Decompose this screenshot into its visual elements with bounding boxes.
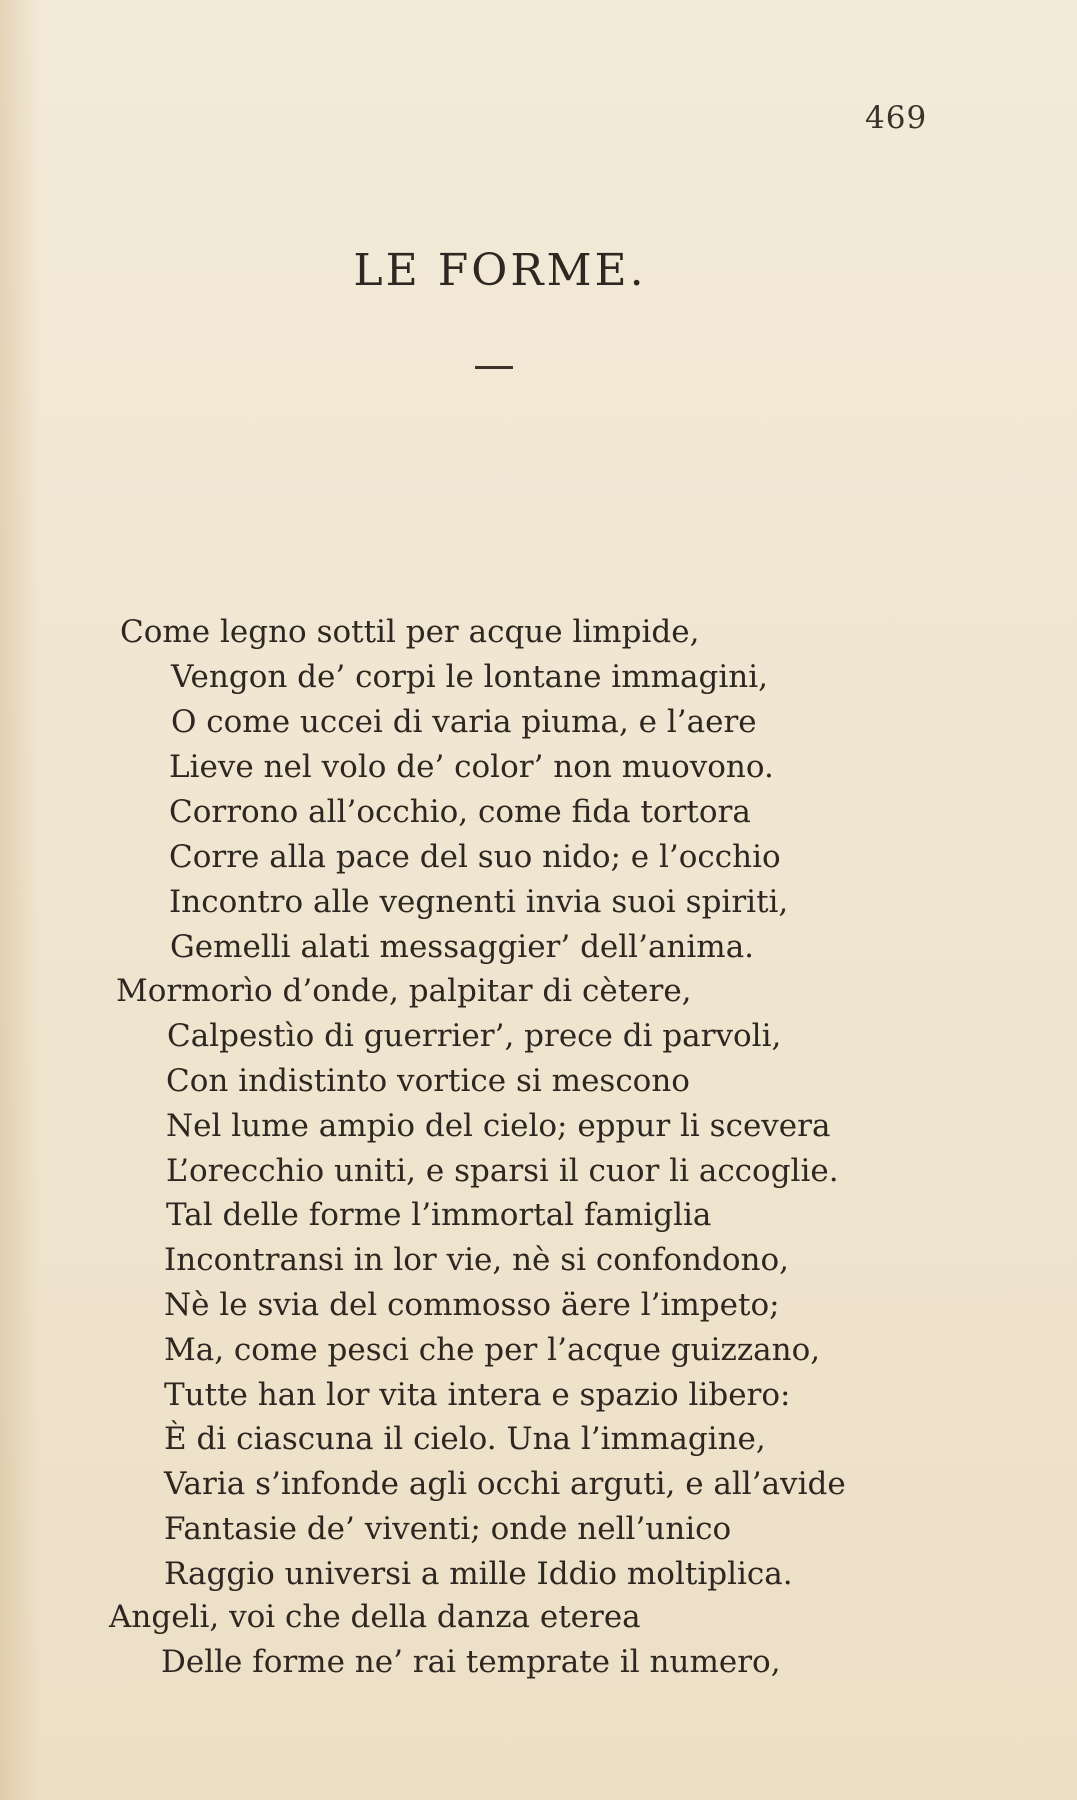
poem-line: Raggio universi a mille Iddio moltiplica. [164,1556,793,1592]
poem-line: È di ciascuna il cielo. Una l’immagine, [164,1421,766,1457]
poem-line: Ma, come pesci che per l’acque guizzano, [164,1332,821,1368]
poem-line: Calpestìo di guerrier’, prece di parvoli, [167,1018,782,1054]
poem-line: Gemelli alati messaggier’ dell’anima. [170,929,755,965]
poem-line: Corrono all’occhio, come fida tortora [169,794,751,830]
poem-line: Lieve nel volo de’ color’ non muovono. [169,749,774,785]
poem-line: L’orecchio uniti, e sparsi il cuor li accoglie. [166,1153,839,1189]
poem-line: Tutte han lor vita intera e spazio libero: [164,1377,791,1413]
poem-line: Incontro alle vegnenti invia suoi spiriti, [169,884,789,920]
page-number: 469 [865,100,928,136]
poem-line: O come uccei di varia piuma, e l’aere [171,704,757,740]
title-separator-rule [475,366,513,369]
poem-line: Vengon de’ corpi le lontane immagini, [171,659,768,695]
poem-line: Fantasie de’ viventi; onde nell’unico [164,1511,732,1547]
poem-line: Come legno sottil per acque limpide, [120,614,700,650]
poem-line: Varia s’infonde agli occhi arguti, e all’avide [164,1466,846,1502]
poem-line: Angeli, voi che della danza eterea [109,1599,641,1635]
poem-line: Nè le svia del commosso äere l’impeto; [164,1287,780,1323]
poem-line: Con indistinto vortice si mescono [166,1063,690,1099]
poem-line: Incontransi in lor vie, nè si confondono, [164,1242,789,1278]
poem-line: Mormorìo d’onde, palpitar di cètere, [116,973,692,1009]
poem-line: Delle forme ne’ rai temprate il numero, [161,1644,781,1680]
poem-line: Corre alla pace del suo nido; e l’occhio [169,839,781,875]
poem-line: Nel lume ampio del cielo; eppur li scevera [166,1108,831,1144]
poem-line: Tal delle forme l’immortal famiglia [166,1197,712,1233]
poem-title: LE FORME. [353,245,647,296]
